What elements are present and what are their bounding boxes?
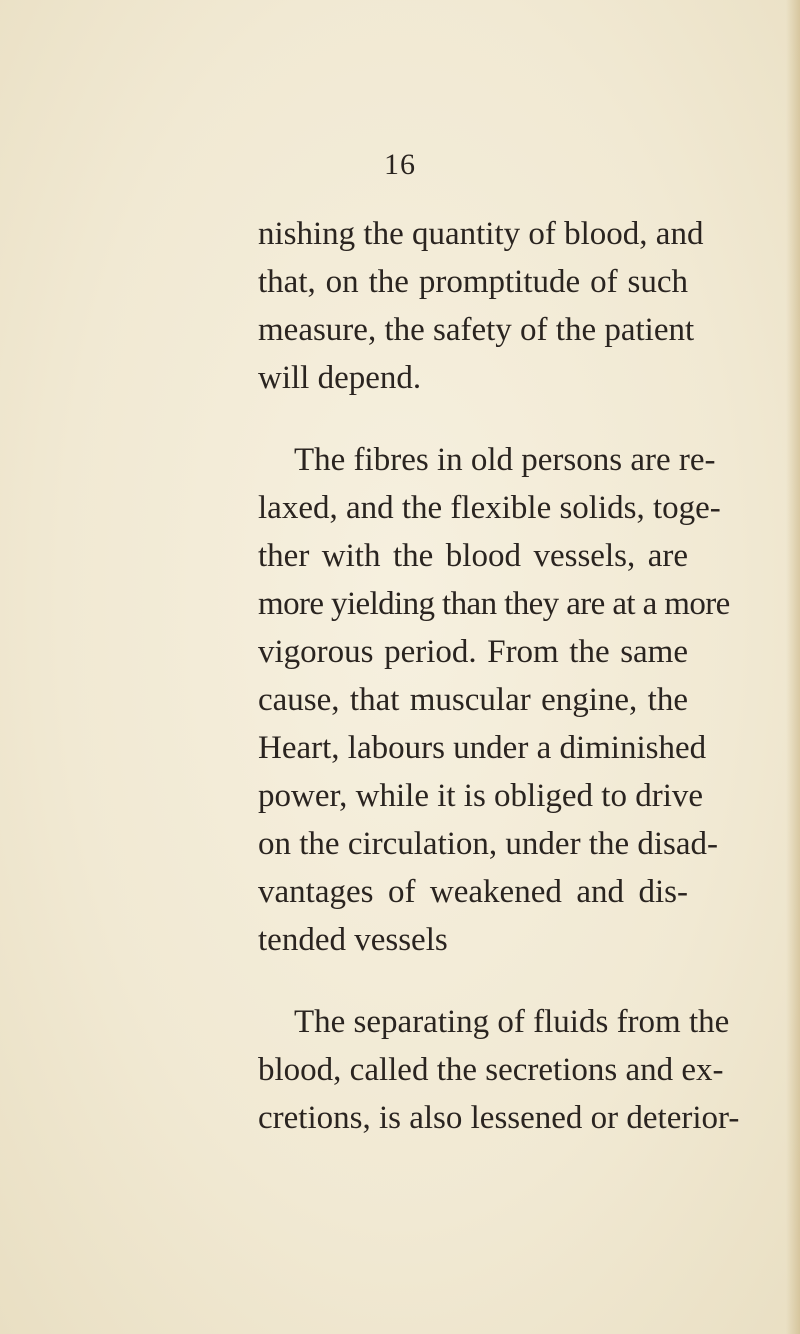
text-line: more yielding than they are at a more: [258, 586, 730, 622]
paragraph-2: [258, 436, 730, 964]
text-line: cretions, is also lessened or deterior-: [258, 1100, 740, 1136]
text-line: will depend.: [258, 360, 422, 396]
text-line: cause, that muscular engine, the: [258, 682, 688, 718]
text-line: vantages of weakened and dis-: [258, 874, 688, 910]
text-line: that, on the promptitude of such: [258, 264, 688, 300]
text-line: ther with the blood vessels, are: [258, 538, 688, 574]
text-line: The separating of fluids from the: [294, 1004, 730, 1040]
text-line: power, while it is obliged to drive: [258, 778, 704, 814]
page-number: 16: [384, 148, 416, 181]
text-line: Heart, labours under a diminished: [258, 730, 707, 766]
text-line: blood, called the secretions and ex-: [258, 1052, 724, 1088]
paragraph-3: [258, 998, 740, 1142]
text-line: nishing the quantity of blood, and: [258, 216, 704, 252]
text-line: The fibres in old persons are re-: [294, 442, 716, 478]
text-line: tended vessels: [258, 922, 448, 958]
page-edge-shadow: [786, 0, 800, 1334]
paragraph-1: [258, 210, 704, 402]
body-text: [258, 210, 740, 1142]
text-line: laxed, and the flexible solids, toge-: [258, 490, 721, 526]
text-line: measure, the safety of the patient: [258, 312, 695, 348]
text-line: on the circulation, under the disad-: [258, 826, 719, 862]
text-line: vigorous period. From the same: [258, 634, 688, 670]
